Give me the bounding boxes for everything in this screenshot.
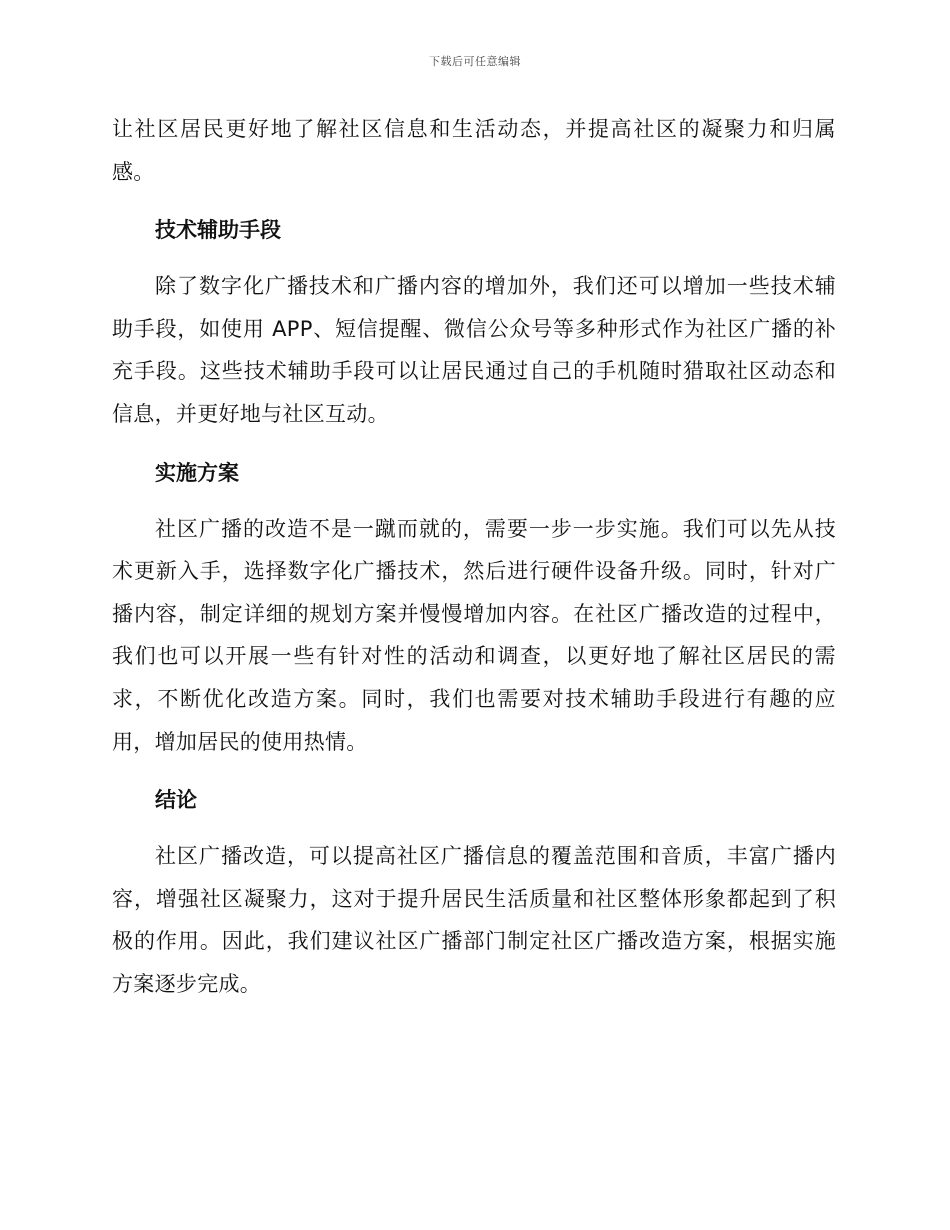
section-heading-tech-aids: 技术辅助手段 <box>155 218 281 243</box>
section-paragraph-tech-aids: 除了数字化广播技术和广播内容的增加外，我们还可以增加一些技术辅助手段，如使用 APP、短信提醒、微信公众号等多种形式作为社区广播的补充手段。这些技术辅助手段可以让居民通过自己的手机随时猎取社区动态和信息，并更好地与社区互动。 <box>112 274 836 426</box>
section-paragraph-implementation: 社区广播的改造不是一蹴而就的，需要一步一步实施。我们可以先从技术更新入手，选择数字化广播技术，然后进行硬件设备升级。同时，针对广播内容，制定详细的规划方案并慢慢增加内容。在社区广播改造的过程中，我们也可以开展一些有针对性的活动和调查，以更好地了解社区居民的需求，不断优化改造方案。同时，我们也需要对技术辅助手段进行有趣的应用，增加居民的使用热情。 <box>112 516 836 754</box>
intro-paragraph: 让社区居民更好地了解社区信息和生活动态，并提高社区的凝聚力和归属感。 <box>112 117 836 184</box>
section-heading-conclusion: 结论 <box>155 788 197 813</box>
page-header: 下载后可任意编辑 <box>429 55 521 68</box>
document-body <box>112 108 836 1022</box>
section-paragraph-conclusion: 社区广播改造，可以提高社区广播信息的覆盖范围和音质，丰富广播内容，增强社区凝聚力，这对于提升居民生活质量和社区整体形象都起到了积极的作用。因此，我们建议社区广播部门制定社区广播改造方案，根据实施方案逐步完成。 <box>112 844 836 996</box>
section-heading-implementation: 实施方案 <box>155 460 239 485</box>
